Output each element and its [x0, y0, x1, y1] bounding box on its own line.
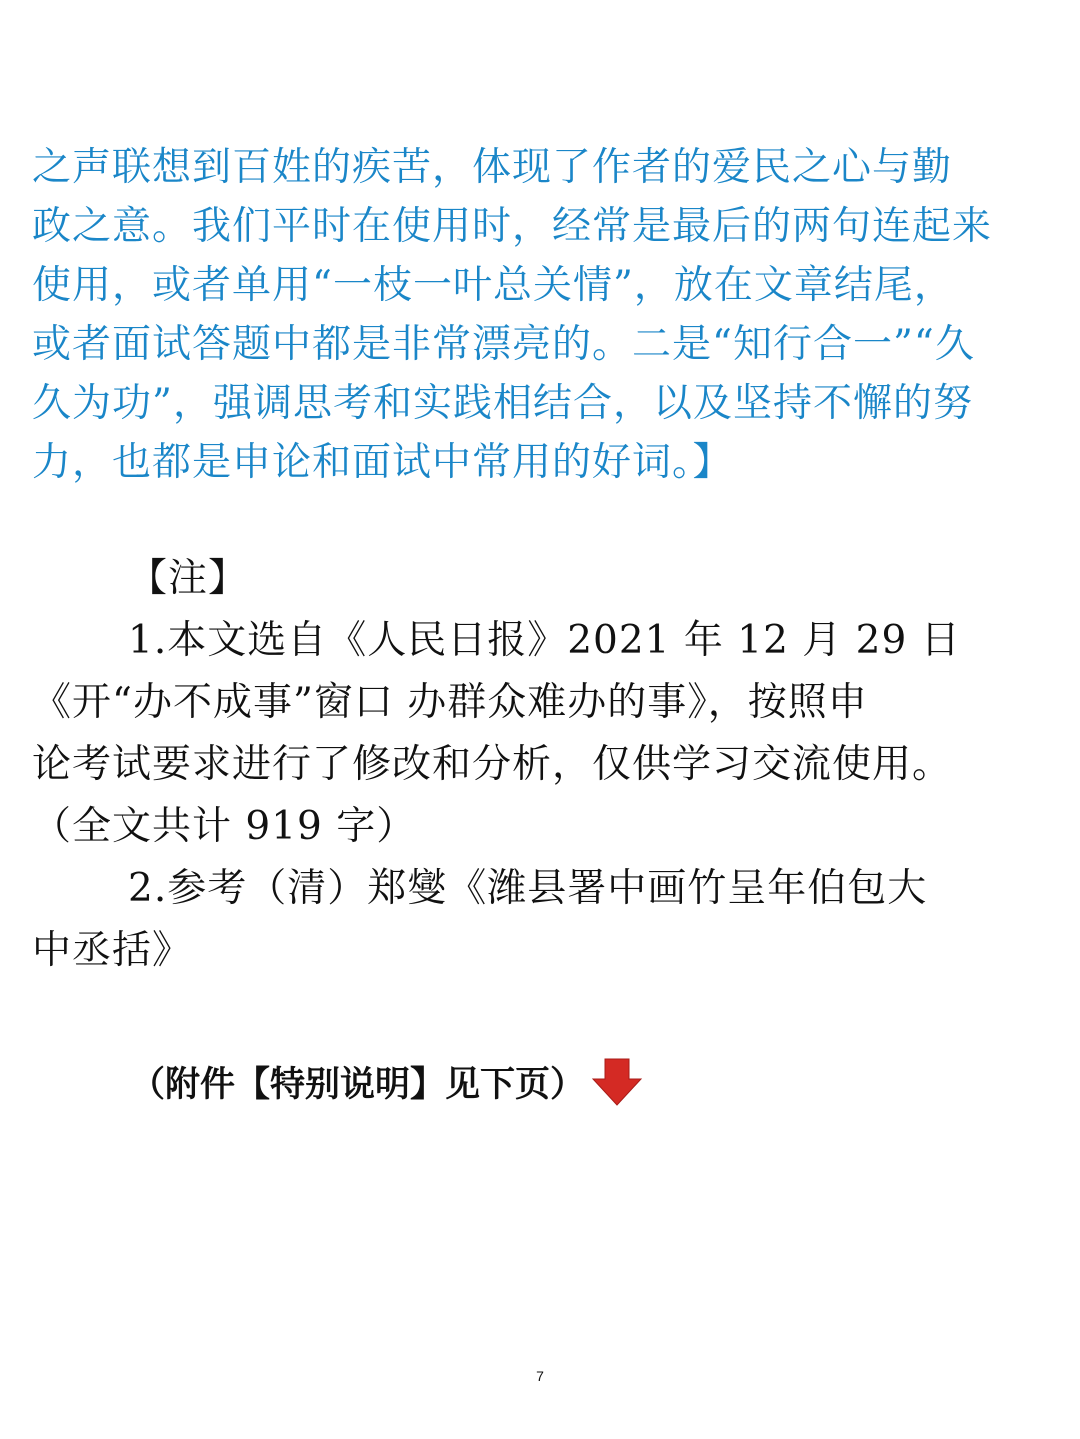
commentary-block: [32, 138, 1052, 492]
commentary-line: 或者面试答题中都是非常漂亮的。二是“知行合一”“久: [32, 322, 975, 367]
page-number: 7: [536, 1368, 544, 1384]
commentary-line: 政之意。我们平时在使用时，经常是最后的两句连起来: [32, 204, 993, 249]
note-line: 论考试要求进行了修改和分析，仅供学习交流使用。: [32, 742, 953, 787]
attachment-text: （附件【特别说明】见下页）: [130, 1065, 586, 1105]
notes-heading: 【注】: [128, 556, 249, 601]
commentary-line: 力，也都是申论和面试中常用的好词。】: [32, 440, 733, 485]
attachment-notice: [130, 1052, 645, 1112]
red-down-arrow-icon: [589, 1055, 645, 1109]
commentary-line: 使用，或者单用“一枝一叶总关情”，放在文章结尾，: [32, 263, 954, 308]
notes-section: [32, 548, 1062, 982]
note-line: （全文共计 919 字）: [32, 804, 417, 849]
commentary-line: 之声联想到百姓的疾苦，体现了作者的爱民之心与勤: [32, 145, 953, 190]
note-line: 2.参考（清）郑燮《潍县署中画竹呈年伯包大: [128, 866, 928, 911]
note-line: 《开“办不成事”窗口 办群众难办的事》，按照申: [32, 680, 868, 725]
note-line: 中丞括》: [32, 928, 193, 973]
note-line: 1.本文选自《人民日报》2021 年 12 月 29 日: [128, 618, 961, 663]
commentary-line: 久为功”，强调思考和实践相结合，以及坚持不懈的努: [32, 381, 973, 426]
